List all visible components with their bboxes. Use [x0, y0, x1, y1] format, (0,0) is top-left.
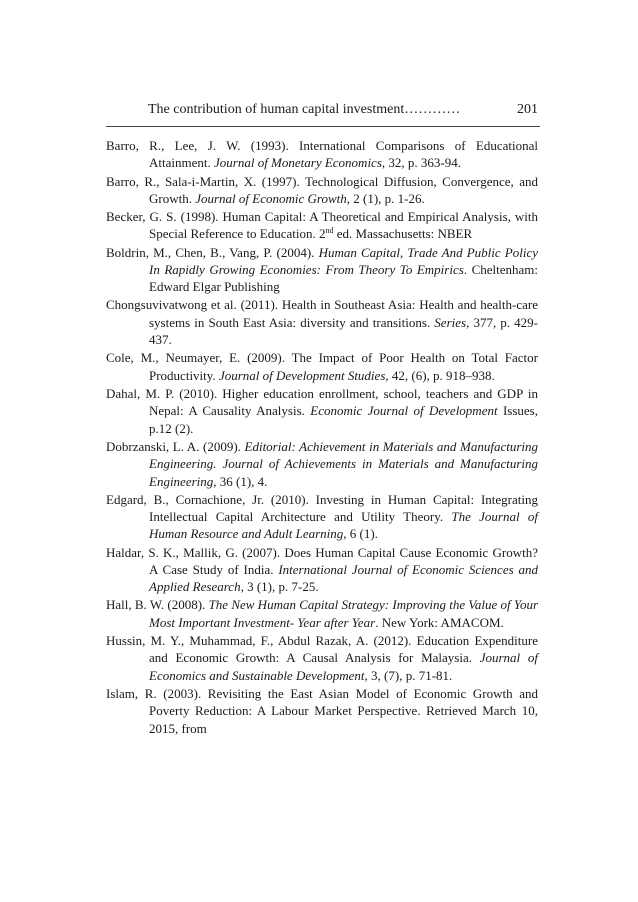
reference-italic-text: Journal of Economics and Sustainable Development: [149, 650, 538, 683]
reference-entry: [106, 544, 538, 596]
reference-text: 42, (6), p. 918–938.: [388, 367, 495, 383]
reference-text: , 3, (7), p. 71-81.: [364, 667, 453, 683]
reference-entry: [106, 296, 538, 348]
reference-text: 32, p. 363-94.: [385, 155, 461, 171]
reference-text: , 2 (1), p. 1-26.: [346, 190, 425, 206]
reference-text: Hall, B. W. (2008).: [106, 597, 209, 613]
reference-entry: [106, 632, 538, 684]
reference-entry: [106, 349, 538, 384]
page-number: 201: [517, 102, 538, 117]
reference-text: . Cheltenham: Edward Elgar Publishing: [149, 261, 539, 295]
reference-italic-text: Human Capital, Trade And Public Policy In Rapidly Growing Economies: From Theory To Empirics: [149, 244, 538, 277]
reference-text: Edgard, B., Cornachione, Jr. (2010). Investing in Human Capital: Integrating Intellectual Capital Architecture and Utility Theory.: [106, 491, 538, 525]
reference-italic-text: International Journal of Economic Sciences and Applied Research: [149, 561, 538, 595]
reference-entry: [106, 244, 538, 296]
reference-entry: [106, 208, 538, 243]
reference-italic-text: The New Human Capital Strategy: Improving the Value of Your Most Important Investment- Year after Year: [149, 597, 539, 630]
reference-text: Islam, R. (2003). Revisiting the East Asian Model of Economic Growth and Poverty Reduction: A Labour Market Perspective. Retrieved March 10, 2015, from: [106, 685, 538, 736]
reference-list: [106, 137, 538, 738]
reference-italic-text: Editorial: Achievement in Materials and Manufacturing Engineering. Journal of Achievements in Materials and Manufacturing Engineering: [149, 438, 539, 489]
reference-text: Hussin, M. Y., Muhammad, F., Abdul Razak, A. (2012). Education Expenditure and Economic Growth: A Causal Analysis for Malaysia.: [106, 632, 538, 666]
reference-text: Issues, p.12 (2).: [149, 403, 538, 436]
reference-text: . New York: AMACOM.: [375, 614, 504, 630]
running-title: The contribution of human capital investment…………: [148, 102, 461, 117]
reference-text: Barro, R., Sala-i-Martin, X. (1997). Technological Diffusion, Convergence, and Growth.: [106, 173, 538, 206]
reference-italic-text: Journal of Monetary Economics,: [214, 155, 386, 171]
reference-italic-text: Series,: [434, 314, 470, 330]
reference-entry: [106, 173, 538, 208]
reference-italic-text: The Journal of Human Resource and Adult Learning: [149, 509, 538, 542]
reference-text: Dahal, M. P. (2010). Higher education enrollment, school, teachers and GDP in Nepal: A Causality Analysis.: [106, 385, 538, 419]
reference-text: Haldar, S. K., Mallik, G. (2007). Does Human Capital Cause Economic Growth? A Case Study of India.: [106, 544, 538, 577]
reference-italic-text: Journal of Economic Growth: [195, 190, 347, 206]
reference-text: Becker, G. S. (1998). Human Capital: A Theoretical and Empirical Analysis, with Special Reference to Education. 2: [106, 209, 538, 242]
reference-entry: [106, 385, 538, 437]
reference-text: 377, p. 429-437.: [149, 314, 538, 348]
reference-text: Dobrzanski, L. A. (2009).: [106, 438, 245, 454]
reference-text: Barro, R., Lee, J. W. (1993). International Comparisons of Educational Attainment.: [106, 138, 538, 171]
reference-text: Cole, M., Neumayer, E. (2009). The Impact of Poor Health on Total Factor Productivity.: [106, 350, 538, 383]
reference-italic-text: Journal of Development Studies,: [218, 367, 389, 383]
header-rule: [106, 126, 540, 127]
reference-text: , 3 (1), p. 7-25.: [240, 579, 319, 595]
reference-entry: [106, 137, 538, 172]
reference-entry: [106, 685, 538, 737]
reference-italic-text: Economic Journal of Development: [310, 403, 498, 419]
reference-entry: [106, 596, 538, 631]
reference-text: , 6 (1).: [343, 526, 378, 542]
reference-superscript: nd: [325, 226, 334, 236]
reference-text: ed. Massachusetts: NBER: [333, 226, 473, 242]
reference-entry: [106, 438, 538, 490]
reference-entry: [106, 491, 538, 543]
reference-text: , 36 (1), 4.: [213, 473, 268, 489]
reference-text: Chongsuvivatwong et al. (2011). Health in Southeast Asia: Health and health-care systems in South East Asia: diversity and transitions.: [106, 297, 538, 330]
reference-text: Boldrin, M., Chen, B., Vang, P. (2004).: [106, 244, 319, 260]
